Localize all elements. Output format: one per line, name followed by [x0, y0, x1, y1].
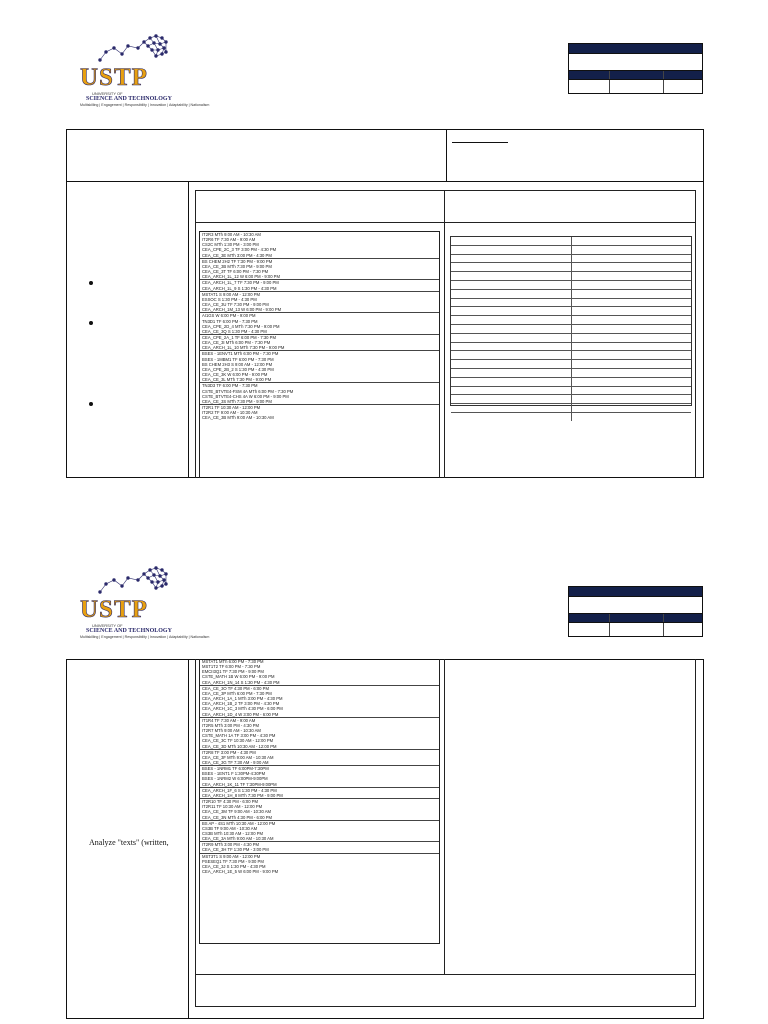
grid-row — [451, 281, 691, 290]
schedule-entry: CEA_CE_3B MTh 7:30 PM - 9:00 PM — [202, 263, 272, 269]
grid-cell — [572, 307, 691, 315]
grid-cell — [572, 299, 691, 307]
grid-cell — [451, 351, 572, 359]
schedule-entry: CEA_CE_3H TF 1:30 PM - 3:00 PM — [202, 847, 269, 853]
logo-wordmark: USTP — [80, 596, 148, 623]
document-control-box — [568, 586, 703, 637]
grid-row — [451, 334, 691, 343]
grid-row — [451, 263, 691, 272]
schedule-entry: CEA_CE_3M TF 9:00 AM - 10:30 AM — [202, 809, 272, 815]
schedule-entry: BS CHEM 2H2 TF 7:30 PM - 9:00 PM — [202, 258, 273, 264]
grid-cell — [572, 281, 691, 289]
logo-tagline: Multiskilling | Engagement | Responsibility | Innovation | Adaptability | Nationalism — [80, 635, 210, 639]
schedule-entry: ESSOC S 1:30 PM - 4:30 PM — [202, 296, 257, 302]
page1-header-divider — [66, 181, 704, 182]
schedule-entry: CEA_CE_3F MTh 9:00 AM - 10:30 AM — [202, 754, 274, 760]
schedule-entry: EMCII3Q1 TF 7:30 PM - 9:00 PM — [202, 669, 264, 675]
page1-underline — [452, 142, 508, 143]
logo-line-1: UNIVERSITY OF — [92, 91, 123, 96]
grid-row — [451, 351, 691, 360]
schedule-entry: CEA_ARCH_1A_1 MTh 3:00 PM - 4:30 PM — [202, 696, 283, 702]
grid-row — [451, 413, 691, 421]
schedule-entry: CEA_CE_3I MTh 6:00 PM - 7:30 PM — [202, 340, 271, 346]
grid-row — [451, 369, 691, 378]
grid-cell — [451, 325, 572, 333]
logo-wordmark: USTP — [80, 64, 148, 91]
schedule-entry: CEA_ARCH_1N_14 S 1:30 PM - 4:30 PM — [202, 679, 280, 685]
grid-cell — [572, 343, 691, 351]
schedule-entry: IT1R4 TF 7:30 AM - 9:00 AM — [202, 717, 256, 723]
schedule-group — [200, 313, 439, 335]
schedule-entry: CEA_ARCH_1L_7 TF 7:30 PM - 9:00 PM — [202, 280, 279, 286]
grid-cell — [451, 237, 572, 245]
schedule-group — [200, 718, 439, 750]
schedule-entry: CEA_CE_3S MTh 7:30 PM - 9:00 PM — [202, 398, 272, 404]
schedule-entry: CSTE_BTVTE4-FSM 4A MTh 6:00 PM - 7:30 PM — [202, 388, 294, 394]
schedule-entry: IT2R1 TF 10:30 AM - 12:00 PM — [202, 405, 261, 410]
schedule-entry: CEA_CE_3L MTh 7:30 PM - 9:00 PM — [202, 377, 272, 383]
logo-line-1: UNIVERSITY OF — [92, 623, 123, 628]
analyze-texts-line: Analyze "texts" (written, — [89, 838, 169, 847]
schedule-group — [200, 788, 439, 799]
schedule-entry: CS3B MTh 10:30 AM - 12:00 PM — [202, 831, 263, 836]
schedule-entry: CEA_ARCH_1E_5 W 6:00 PM - 9:00 PM — [202, 869, 279, 875]
schedule-entry: IT2R3 MTh 9:00 AM - 10:30 AM — [202, 232, 261, 237]
schedule-entry: AI1GS W 6:00 PM - 9:00 PM — [202, 313, 256, 319]
schedule-entry: MSTAT1 S 9:00 AM - 12:00 PM — [202, 291, 261, 297]
schedule-group — [200, 259, 439, 281]
schedule-entry: CEA_ARCH_1D_4 W 3:00 PM - 6:00 PM — [202, 711, 279, 717]
schedule-entry: IT2R9 MTh 3:00 PM - 4:30 PM — [202, 842, 260, 848]
grid-row — [451, 316, 691, 325]
grid-cell — [451, 378, 572, 386]
grid-cell — [572, 255, 691, 263]
schedule-entry: CS3B TF 9:00 AM - 10:30 AM — [202, 825, 258, 831]
grid-row — [451, 360, 691, 369]
logo-line-2: SCIENCE AND TECHNOLOGY — [86, 628, 172, 634]
schedule-group — [200, 351, 439, 383]
ustp-logo — [78, 562, 210, 639]
grid-cell — [572, 290, 691, 298]
schedule-group — [200, 280, 439, 291]
grid-cell — [451, 272, 572, 280]
schedule-entry: BSES - 1ENVT1 MTh 6:00 PM - 7:30 PM — [202, 351, 279, 357]
schedule-entry: CS2C MTh 1:30 PM - 3:00 PM — [202, 242, 259, 248]
schedule-entry: IT2R6 TF 7:30 AM - 9:00 AM — [202, 237, 256, 243]
schedule-entry: CEA_CE_3E MTh 3:00 PM - 4:30 PM — [202, 252, 272, 258]
page1-schedule-list — [199, 231, 440, 478]
schedule-entry: MST3T1 S 9:00 AM - 12:00 PM — [202, 853, 261, 859]
grid-row — [451, 404, 691, 413]
grid-cell — [572, 263, 691, 271]
schedule-group — [200, 821, 439, 843]
grid-cell — [451, 255, 572, 263]
page2-inner-vertical-divider — [444, 659, 445, 974]
grid-cell — [451, 299, 572, 307]
schedule-entry: CEA_CE_3C TF 10:30 AM - 12:00 PM — [202, 738, 274, 744]
schedule-entry: CEA_CE_3G TF 7:30 AM - 9:00 AM — [202, 759, 269, 765]
grid-row — [451, 325, 691, 334]
schedule-entry: CEA_CPE_2D_4 MTh 7:30 PM - 9:00 PM — [202, 323, 280, 329]
schedule-entry: CEA_CE_3U TF 7:30 PM - 9:00 PM — [202, 302, 269, 308]
grid-row — [451, 299, 691, 308]
page1-left-column-divider — [188, 181, 189, 478]
list-bullet — [89, 402, 93, 406]
grid-cell — [451, 369, 572, 377]
doc-box-header — [569, 587, 702, 596]
page2-inner-footer-divider — [195, 974, 696, 975]
grid-cell — [451, 343, 572, 351]
grid-row — [451, 307, 691, 316]
schedule-group — [200, 659, 439, 686]
grid-cell — [572, 387, 691, 395]
schedule-group — [200, 292, 439, 314]
schedule-group — [200, 854, 439, 875]
schedule-entry: BSES - 1NRM2 W 6:00PM-9:00PM — [202, 776, 268, 782]
schedule-entry: MST1T2 TF 6:00 PM - 7:30 PM — [202, 664, 261, 670]
grid-row — [451, 246, 691, 255]
schedule-group — [200, 799, 439, 821]
grid-cell — [572, 334, 691, 342]
schedule-entry: IT2R5 MTh 3:00 PM - 4:30 PM — [202, 722, 260, 728]
schedule-entry: CEA_ARCH_1L_9 S 1:30 PM - 4:30 PM — [202, 285, 277, 291]
schedule-entry: CEA_CPE_2B_2 S 1:30 PM - 4:30 PM — [202, 366, 274, 372]
grid-cell — [451, 404, 572, 412]
schedule-group — [200, 232, 439, 259]
schedule-entry: CEA_CE_3Q S 1:30 PM - 4:30 PM — [202, 328, 267, 334]
schedule-group — [200, 383, 439, 405]
grid-cell — [451, 307, 572, 315]
page1-header-vertical-divider — [446, 129, 447, 181]
grid-cell — [572, 272, 691, 280]
schedule-entry: TN3D3 TF 6:00 PM - 7:30 PM — [202, 383, 258, 389]
schedule-entry: BSES - 1ENT1 F 1:30PM-4:30PM — [202, 771, 266, 777]
grid-cell — [572, 325, 691, 333]
schedule-entry: CEA_ARCH_1B_2 TF 3:00 PM - 4:30 PM — [202, 701, 280, 707]
schedule-entry: IT2R8 TF 3:00 PM - 4:30 PM — [202, 749, 256, 755]
grid-cell — [572, 360, 691, 368]
grid-row — [451, 395, 691, 404]
schedule-entry: MSTAT1 MTh 6:00 PM - 7:30 PM — [202, 659, 264, 664]
grid-cell — [451, 281, 572, 289]
grid-cell — [451, 246, 572, 254]
schedule-entry: CEA_CE_3N MTh 4:30 PM - 6:00 PM — [202, 814, 273, 820]
grid-cell — [572, 246, 691, 254]
grid-row — [451, 272, 691, 281]
schedule-entry: BS AP - 4S1 MTh 10:30 AM - 12:00 PM — [202, 820, 276, 826]
schedule-group — [200, 405, 439, 420]
grid-cell — [572, 378, 691, 386]
page2-left-column-divider — [188, 659, 189, 1019]
list-bullet — [89, 281, 93, 285]
grid-row — [451, 378, 691, 387]
schedule-entry: CEA_ARCH_1L_10 MTh 7:30 PM - 9:00 PM — [202, 345, 285, 351]
grid-cell — [572, 404, 691, 412]
grid-row — [451, 237, 691, 246]
schedule-group — [200, 686, 439, 718]
schedule-entry: CEA_CE_3O TF 4:30 PM - 6:00 PM — [202, 685, 269, 691]
schedule-entry: IT2R2 TF 9:00 AM - 10:30 AM — [202, 410, 258, 416]
grid-cell — [451, 316, 572, 324]
schedule-entry: IT2R11 TF 10:30 AM - 12:00 PM — [202, 804, 263, 810]
schedule-entry: CEA_CE_3A MTh 9:00 AM - 10:30 AM — [202, 836, 274, 842]
schedule-entry: CEA_CE_3T TF 6:00 PM - 7:30 PM — [202, 269, 269, 275]
grid-cell — [451, 395, 572, 403]
grid-cell — [572, 351, 691, 359]
logo-tagline: Multiskilling | Engagement | Responsibility | Innovation | Adaptability | Nationalism — [80, 103, 210, 107]
grid-cell — [572, 369, 691, 377]
grid-cell — [572, 316, 691, 324]
grid-cell — [572, 413, 691, 421]
schedule-entry: PSESEQ1 TF 7:30 PM - 9:00 PM — [202, 858, 264, 864]
doc-box-title-cell — [569, 53, 702, 70]
page1-inner-header-divider — [195, 222, 696, 223]
doc-box-title-cell — [569, 596, 702, 613]
schedule-entry: CEA_ARCH_1M_13 W 6:00 PM - 9:00 PM — [202, 307, 282, 313]
grid-row — [451, 290, 691, 299]
schedule-entry: CEA_CPE_2A_1 TF 6:00 PM - 7:30 PM — [202, 334, 276, 340]
schedule-entry: CEA_CE_3P MTh 6:00 PM - 7:30 PM — [202, 690, 272, 696]
grid-cell — [451, 387, 572, 395]
schedule-entry: CSTE_MATH 1B W 6:00 PM - 9:00 PM — [202, 674, 275, 680]
doc-box-column-header — [569, 613, 702, 622]
page2-schedule-list — [199, 659, 440, 944]
doc-box-column-header — [569, 70, 702, 79]
schedule-entry: TN3D1 TF 6:00 PM - 7:30 PM — [202, 318, 258, 324]
grid-cell — [572, 395, 691, 403]
grid-row — [451, 343, 691, 352]
schedule-entry: CEA_CE_3K W 6:00 PM - 9:00 PM — [202, 372, 268, 378]
schedule-entry: CEA_CE_3J S 1:30 PM - 4:30 PM — [202, 863, 266, 869]
schedule-entry: BS CHEM 2H3 S 9:00 AM - 12:00 PM — [202, 361, 273, 367]
grid-row — [451, 255, 691, 264]
grid-cell — [451, 290, 572, 298]
document-control-box — [568, 43, 703, 94]
logo-line-2: SCIENCE AND TECHNOLOGY — [86, 96, 172, 102]
grid-cell — [451, 413, 572, 421]
page1-inner-vertical-divider — [444, 190, 445, 478]
schedule-entry: IT2R10 TF 4:30 PM - 6:00 PM — [202, 799, 259, 805]
schedule-group — [200, 842, 439, 853]
schedule-entry: CEA_ARCH_1K_11 TF 7:30PM-9:00PM — [202, 781, 277, 787]
schedule-group — [200, 766, 439, 788]
schedule-entry: CSTE_BTVTE4-CHS 4A W 6:00 PM - 9:00 PM — [202, 393, 289, 399]
grid-cell — [451, 263, 572, 271]
doc-box-values — [569, 622, 702, 636]
grid-row — [451, 387, 691, 396]
schedule-entry: CEA_CE_3B MTh 9:00 AM - 10:30 AM — [202, 415, 274, 421]
schedule-entry: IT2R7 MTh 9:00 AM - 10:30 AM — [202, 728, 261, 734]
schedule-entry: CEA_CE_3D MTh 10:30 AM - 12:00 PM — [202, 743, 277, 749]
schedule-entry: CEA_ARCH_1L_12 W 6:00 PM - 9:00 PM — [202, 274, 280, 280]
schedule-group — [200, 335, 439, 351]
schedule-entry: CSTE_MATH 1A TF 3:00 PM - 4:30 PM — [202, 733, 276, 739]
schedule-entry: CEA_ARCH_1F_6 S 1:30 PM - 4:30 PM — [202, 787, 277, 793]
ustp-logo — [78, 30, 210, 107]
page1-blank-grid — [450, 236, 692, 406]
schedule-entry: CEA_ARCH_1H_8 MTh 7:30 PM - 9:00 PM — [202, 792, 283, 798]
schedule-group — [200, 750, 439, 766]
doc-box-values — [569, 79, 702, 93]
schedule-entry: BSES - 1MBM1 TF 6:00 PM - 7:30 PM — [202, 356, 274, 362]
schedule-entry: BSES - 1NRM1 TF 6:00PM-7:30PM — [202, 766, 269, 772]
grid-cell — [451, 334, 572, 342]
schedule-entry: CEA_ARCH_1C_3 MTh 4:30 PM - 6:00 PM — [202, 706, 283, 712]
grid-cell — [572, 237, 691, 245]
grid-cell — [451, 360, 572, 368]
doc-box-header — [569, 44, 702, 53]
schedule-entry: CEA_CPE_2C_3 TF 3:00 PM - 4:30 PM — [202, 247, 277, 253]
list-bullet — [89, 321, 93, 325]
